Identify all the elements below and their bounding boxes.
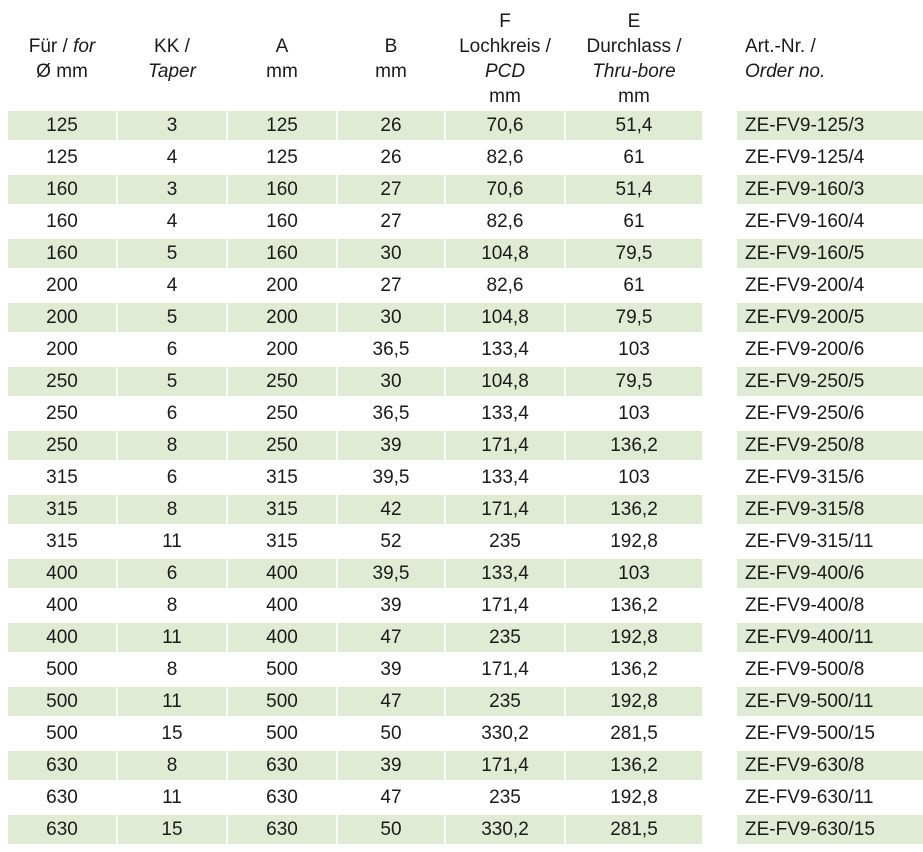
cell-pcd: 82,6 <box>486 147 524 168</box>
cell-thru-bore: 192,8 <box>566 687 702 716</box>
cell-b: 39 <box>380 595 402 616</box>
cell-a: 250 <box>228 367 336 396</box>
cell-a: 315 <box>266 531 298 552</box>
header-a <box>228 34 336 84</box>
table-row <box>0 205 923 237</box>
cell-for-diameter: 630 <box>8 815 116 844</box>
cell-thru-bore: 103 <box>566 559 702 588</box>
cell-pcd: 171,4 <box>446 495 564 524</box>
table-row <box>0 141 923 173</box>
cell-taper: 8 <box>118 751 226 780</box>
cell-a: 160 <box>228 175 336 204</box>
table-row <box>0 621 923 653</box>
cell-a: 630 <box>266 787 298 808</box>
table-row <box>0 525 923 557</box>
cell-taper: 8 <box>118 431 226 460</box>
cell-pcd: 133,4 <box>446 559 564 588</box>
table-row <box>0 109 923 141</box>
cell-for-diameter: 400 <box>46 595 78 616</box>
cell-a: 500 <box>266 723 298 744</box>
cell-thru-bore: 103 <box>618 467 650 488</box>
cell-a: 400 <box>228 623 336 652</box>
cell-pcd: 104,8 <box>446 239 564 268</box>
cell-thru-bore: 51,4 <box>566 111 702 140</box>
cell-b: 50 <box>338 815 444 844</box>
table-row <box>0 493 923 525</box>
cell-a: 250 <box>266 403 298 424</box>
header-pcd-line1: Lochkreis / <box>459 36 551 57</box>
cell-a: 160 <box>266 211 298 232</box>
cell-pcd: 82,6 <box>486 211 524 232</box>
cell-order-no: ZE-FV9-500/15 <box>745 723 875 744</box>
cell-taper: 15 <box>161 723 183 744</box>
header-thru-bore-line3: mm <box>618 86 650 107</box>
table-row <box>0 589 923 621</box>
table-row <box>0 173 923 205</box>
cell-for-diameter: 160 <box>8 239 116 268</box>
cell-for-diameter: 630 <box>8 751 116 780</box>
cell-thru-bore: 79,5 <box>566 303 702 332</box>
cell-b: 42 <box>338 495 444 524</box>
cell-a: 400 <box>266 595 298 616</box>
cell-order-no: ZE-FV9-500/11 <box>737 687 923 716</box>
cell-taper: 3 <box>118 175 226 204</box>
cell-order-no: ZE-FV9-125/4 <box>745 147 865 168</box>
table-row <box>0 685 923 717</box>
cell-pcd: 171,4 <box>446 431 564 460</box>
header-a-line1: A <box>275 36 289 57</box>
cell-order-no: ZE-FV9-400/6 <box>737 559 923 588</box>
header-pcd-line0: F <box>499 11 511 32</box>
header-pcd-line3: mm <box>489 86 521 107</box>
table-row <box>0 429 923 461</box>
cell-a: 125 <box>228 111 336 140</box>
cell-for-diameter: 315 <box>8 495 116 524</box>
cell-taper: 11 <box>118 623 226 652</box>
table-row <box>0 237 923 269</box>
cell-taper: 8 <box>118 495 226 524</box>
cell-b: 39,5 <box>338 559 444 588</box>
cell-b: 30 <box>338 239 444 268</box>
cell-a: 400 <box>228 559 336 588</box>
cell-a: 160 <box>228 239 336 268</box>
table-row <box>0 333 923 365</box>
cell-taper: 11 <box>162 531 182 552</box>
cell-a: 250 <box>228 431 336 460</box>
cell-b: 36,5 <box>372 339 410 360</box>
cell-b: 52 <box>380 531 402 552</box>
header-thru-bore-line2: Thru-bore <box>592 61 676 82</box>
cell-taper: 3 <box>118 111 226 140</box>
cell-taper: 8 <box>166 595 178 616</box>
cell-thru-bore: 136,2 <box>566 751 702 780</box>
cell-order-no: ZE-FV9-200/5 <box>737 303 923 332</box>
cell-b: 50 <box>380 723 402 744</box>
cell-order-no: ZE-FV9-400/8 <box>745 595 865 616</box>
cell-b: 26 <box>338 111 444 140</box>
cell-b: 39 <box>338 751 444 780</box>
cell-pcd: 171,4 <box>446 751 564 780</box>
cell-thru-bore: 79,5 <box>566 367 702 396</box>
cell-a: 200 <box>266 275 298 296</box>
header-taper-line2: Taper <box>148 61 196 82</box>
cell-pcd: 133,4 <box>481 403 529 424</box>
cell-order-no: ZE-FV9-160/3 <box>737 175 923 204</box>
cell-taper: 8 <box>166 659 178 680</box>
cell-a: 315 <box>266 467 298 488</box>
cell-a: 630 <box>228 751 336 780</box>
cell-b: 39 <box>338 431 444 460</box>
table-row <box>0 301 923 333</box>
cell-order-no: ZE-FV9-125/3 <box>737 111 923 140</box>
table-header <box>0 0 923 109</box>
cell-b: 27 <box>338 175 444 204</box>
cell-pcd: 171,4 <box>481 659 529 680</box>
cell-order-no: ZE-FV9-250/5 <box>737 367 923 396</box>
cell-thru-bore: 61 <box>623 275 645 296</box>
cell-for-diameter: 315 <box>46 531 78 552</box>
cell-for-diameter: 125 <box>46 147 78 168</box>
cell-order-no: ZE-FV9-315/6 <box>745 467 865 488</box>
cell-thru-bore: 136,2 <box>566 495 702 524</box>
table-row <box>0 461 923 493</box>
table-row <box>0 749 923 781</box>
cell-order-no: ZE-FV9-630/11 <box>745 787 874 808</box>
cell-for-diameter: 500 <box>46 659 78 680</box>
cell-for-diameter: 250 <box>8 367 116 396</box>
header-for-diameter <box>8 34 116 84</box>
cell-order-no: ZE-FV9-250/6 <box>745 403 865 424</box>
cell-for-diameter: 400 <box>8 623 116 652</box>
cell-pcd: 330,2 <box>446 815 564 844</box>
cell-b: 27 <box>380 275 402 296</box>
header-thru-bore <box>566 9 702 109</box>
cell-b: 27 <box>380 211 402 232</box>
cell-order-no: ZE-FV9-630/8 <box>737 751 923 780</box>
header-taper-line1: KK / <box>154 36 190 57</box>
cell-b: 30 <box>338 303 444 332</box>
table-row <box>0 781 923 813</box>
header-order-line1: Art.-Nr. / <box>745 36 816 57</box>
cell-for-diameter: 200 <box>46 339 78 360</box>
header-b-line1: B <box>384 36 398 57</box>
header-a-line2: mm <box>266 61 298 82</box>
header-thru-bore-line1: Durchlass / <box>586 36 682 57</box>
cell-for-diameter: 500 <box>8 687 116 716</box>
cell-for-diameter: 200 <box>8 303 116 332</box>
cell-thru-bore: 79,5 <box>566 239 702 268</box>
cell-b: 39 <box>380 659 402 680</box>
cell-thru-bore: 192,8 <box>610 787 658 808</box>
cell-a: 125 <box>266 147 298 168</box>
table-row <box>0 813 923 845</box>
cell-taper: 11 <box>162 787 182 808</box>
cell-pcd: 70,6 <box>446 111 564 140</box>
cell-pcd: 70,6 <box>446 175 564 204</box>
cell-pcd: 171,4 <box>481 595 529 616</box>
cell-order-no: ZE-FV9-400/11 <box>737 623 923 652</box>
cell-b: 36,5 <box>372 403 410 424</box>
cell-for-diameter: 250 <box>46 403 78 424</box>
cell-thru-bore: 61 <box>623 211 645 232</box>
cell-for-diameter: 400 <box>8 559 116 588</box>
cell-thru-bore: 281,5 <box>566 815 702 844</box>
cell-thru-bore: 192,8 <box>566 623 702 652</box>
header-for-line1: Für / <box>28 36 74 57</box>
cell-thru-bore: 281,5 <box>610 723 658 744</box>
cell-b: 47 <box>338 687 444 716</box>
cell-taper: 5 <box>118 239 226 268</box>
cell-order-no: ZE-FV9-250/8 <box>737 431 923 460</box>
cell-order-no: ZE-FV9-160/5 <box>737 239 923 268</box>
cell-for-diameter: 160 <box>8 175 116 204</box>
table-row <box>0 653 923 685</box>
cell-a: 200 <box>228 303 336 332</box>
cell-order-no: ZE-FV9-315/8 <box>737 495 923 524</box>
header-for-line1-italic: for <box>73 36 96 57</box>
cell-taper: 5 <box>118 367 226 396</box>
cell-b: 30 <box>338 367 444 396</box>
cell-for-diameter: 160 <box>46 211 78 232</box>
cell-order-no: ZE-FV9-500/8 <box>745 659 865 680</box>
cell-thru-bore: 103 <box>618 403 650 424</box>
cell-pcd: 133,4 <box>481 339 529 360</box>
cell-thru-bore: 136,2 <box>610 595 658 616</box>
header-pcd-line2: PCD <box>484 61 526 82</box>
cell-pcd: 133,4 <box>481 467 529 488</box>
cell-thru-bore: 136,2 <box>610 659 658 680</box>
cell-pcd: 104,8 <box>446 303 564 332</box>
cell-taper: 6 <box>166 403 178 424</box>
cell-order-no: ZE-FV9-200/4 <box>745 275 865 296</box>
cell-taper: 4 <box>166 275 178 296</box>
cell-for-diameter: 315 <box>46 467 78 488</box>
header-order-line2: Order no. <box>745 61 826 82</box>
cell-pcd: 235 <box>489 531 521 552</box>
cell-pcd: 235 <box>446 623 564 652</box>
cell-pcd: 330,2 <box>481 723 529 744</box>
table-row <box>0 717 923 749</box>
header-order-no <box>745 34 915 84</box>
cell-order-no: ZE-FV9-160/4 <box>745 211 865 232</box>
cell-pcd: 82,6 <box>486 275 524 296</box>
cell-for-diameter: 630 <box>46 787 78 808</box>
header-taper <box>118 34 226 84</box>
cell-order-no: ZE-FV9-315/11 <box>745 531 874 552</box>
cell-b: 39,5 <box>372 467 410 488</box>
cell-taper: 5 <box>118 303 226 332</box>
cell-a: 500 <box>266 659 298 680</box>
header-b <box>338 34 444 84</box>
header-thru-bore-line0: E <box>627 11 641 32</box>
cell-b: 47 <box>380 787 402 808</box>
cell-for-diameter: 250 <box>8 431 116 460</box>
cell-for-diameter: 200 <box>46 275 78 296</box>
cell-pcd: 235 <box>446 687 564 716</box>
cell-pcd: 104,8 <box>446 367 564 396</box>
table-row <box>0 269 923 301</box>
cell-for-diameter: 125 <box>8 111 116 140</box>
table-row <box>0 365 923 397</box>
cell-taper: 6 <box>166 467 178 488</box>
table-row <box>0 397 923 429</box>
cell-taper: 4 <box>166 211 178 232</box>
cell-taper: 6 <box>166 339 178 360</box>
table-row <box>0 557 923 589</box>
cell-a: 630 <box>228 815 336 844</box>
cell-taper: 15 <box>118 815 226 844</box>
cell-thru-bore: 136,2 <box>566 431 702 460</box>
cell-taper: 11 <box>118 687 226 716</box>
cell-pcd: 235 <box>489 787 521 808</box>
cell-taper: 4 <box>166 147 178 168</box>
cell-thru-bore: 103 <box>618 339 650 360</box>
cell-a: 315 <box>228 495 336 524</box>
cell-for-diameter: 500 <box>46 723 78 744</box>
header-for-line2: Ø mm <box>36 61 88 82</box>
cell-a: 200 <box>266 339 298 360</box>
header-b-line2: mm <box>375 61 407 82</box>
cell-taper: 6 <box>118 559 226 588</box>
cell-a: 500 <box>228 687 336 716</box>
cell-order-no: ZE-FV9-630/15 <box>737 815 923 844</box>
cell-b: 26 <box>380 147 402 168</box>
cell-b: 47 <box>338 623 444 652</box>
cell-order-no: ZE-FV9-200/6 <box>745 339 865 360</box>
cell-thru-bore: 61 <box>623 147 645 168</box>
cell-thru-bore: 192,8 <box>610 531 658 552</box>
cell-thru-bore: 51,4 <box>566 175 702 204</box>
header-pcd <box>446 9 564 109</box>
